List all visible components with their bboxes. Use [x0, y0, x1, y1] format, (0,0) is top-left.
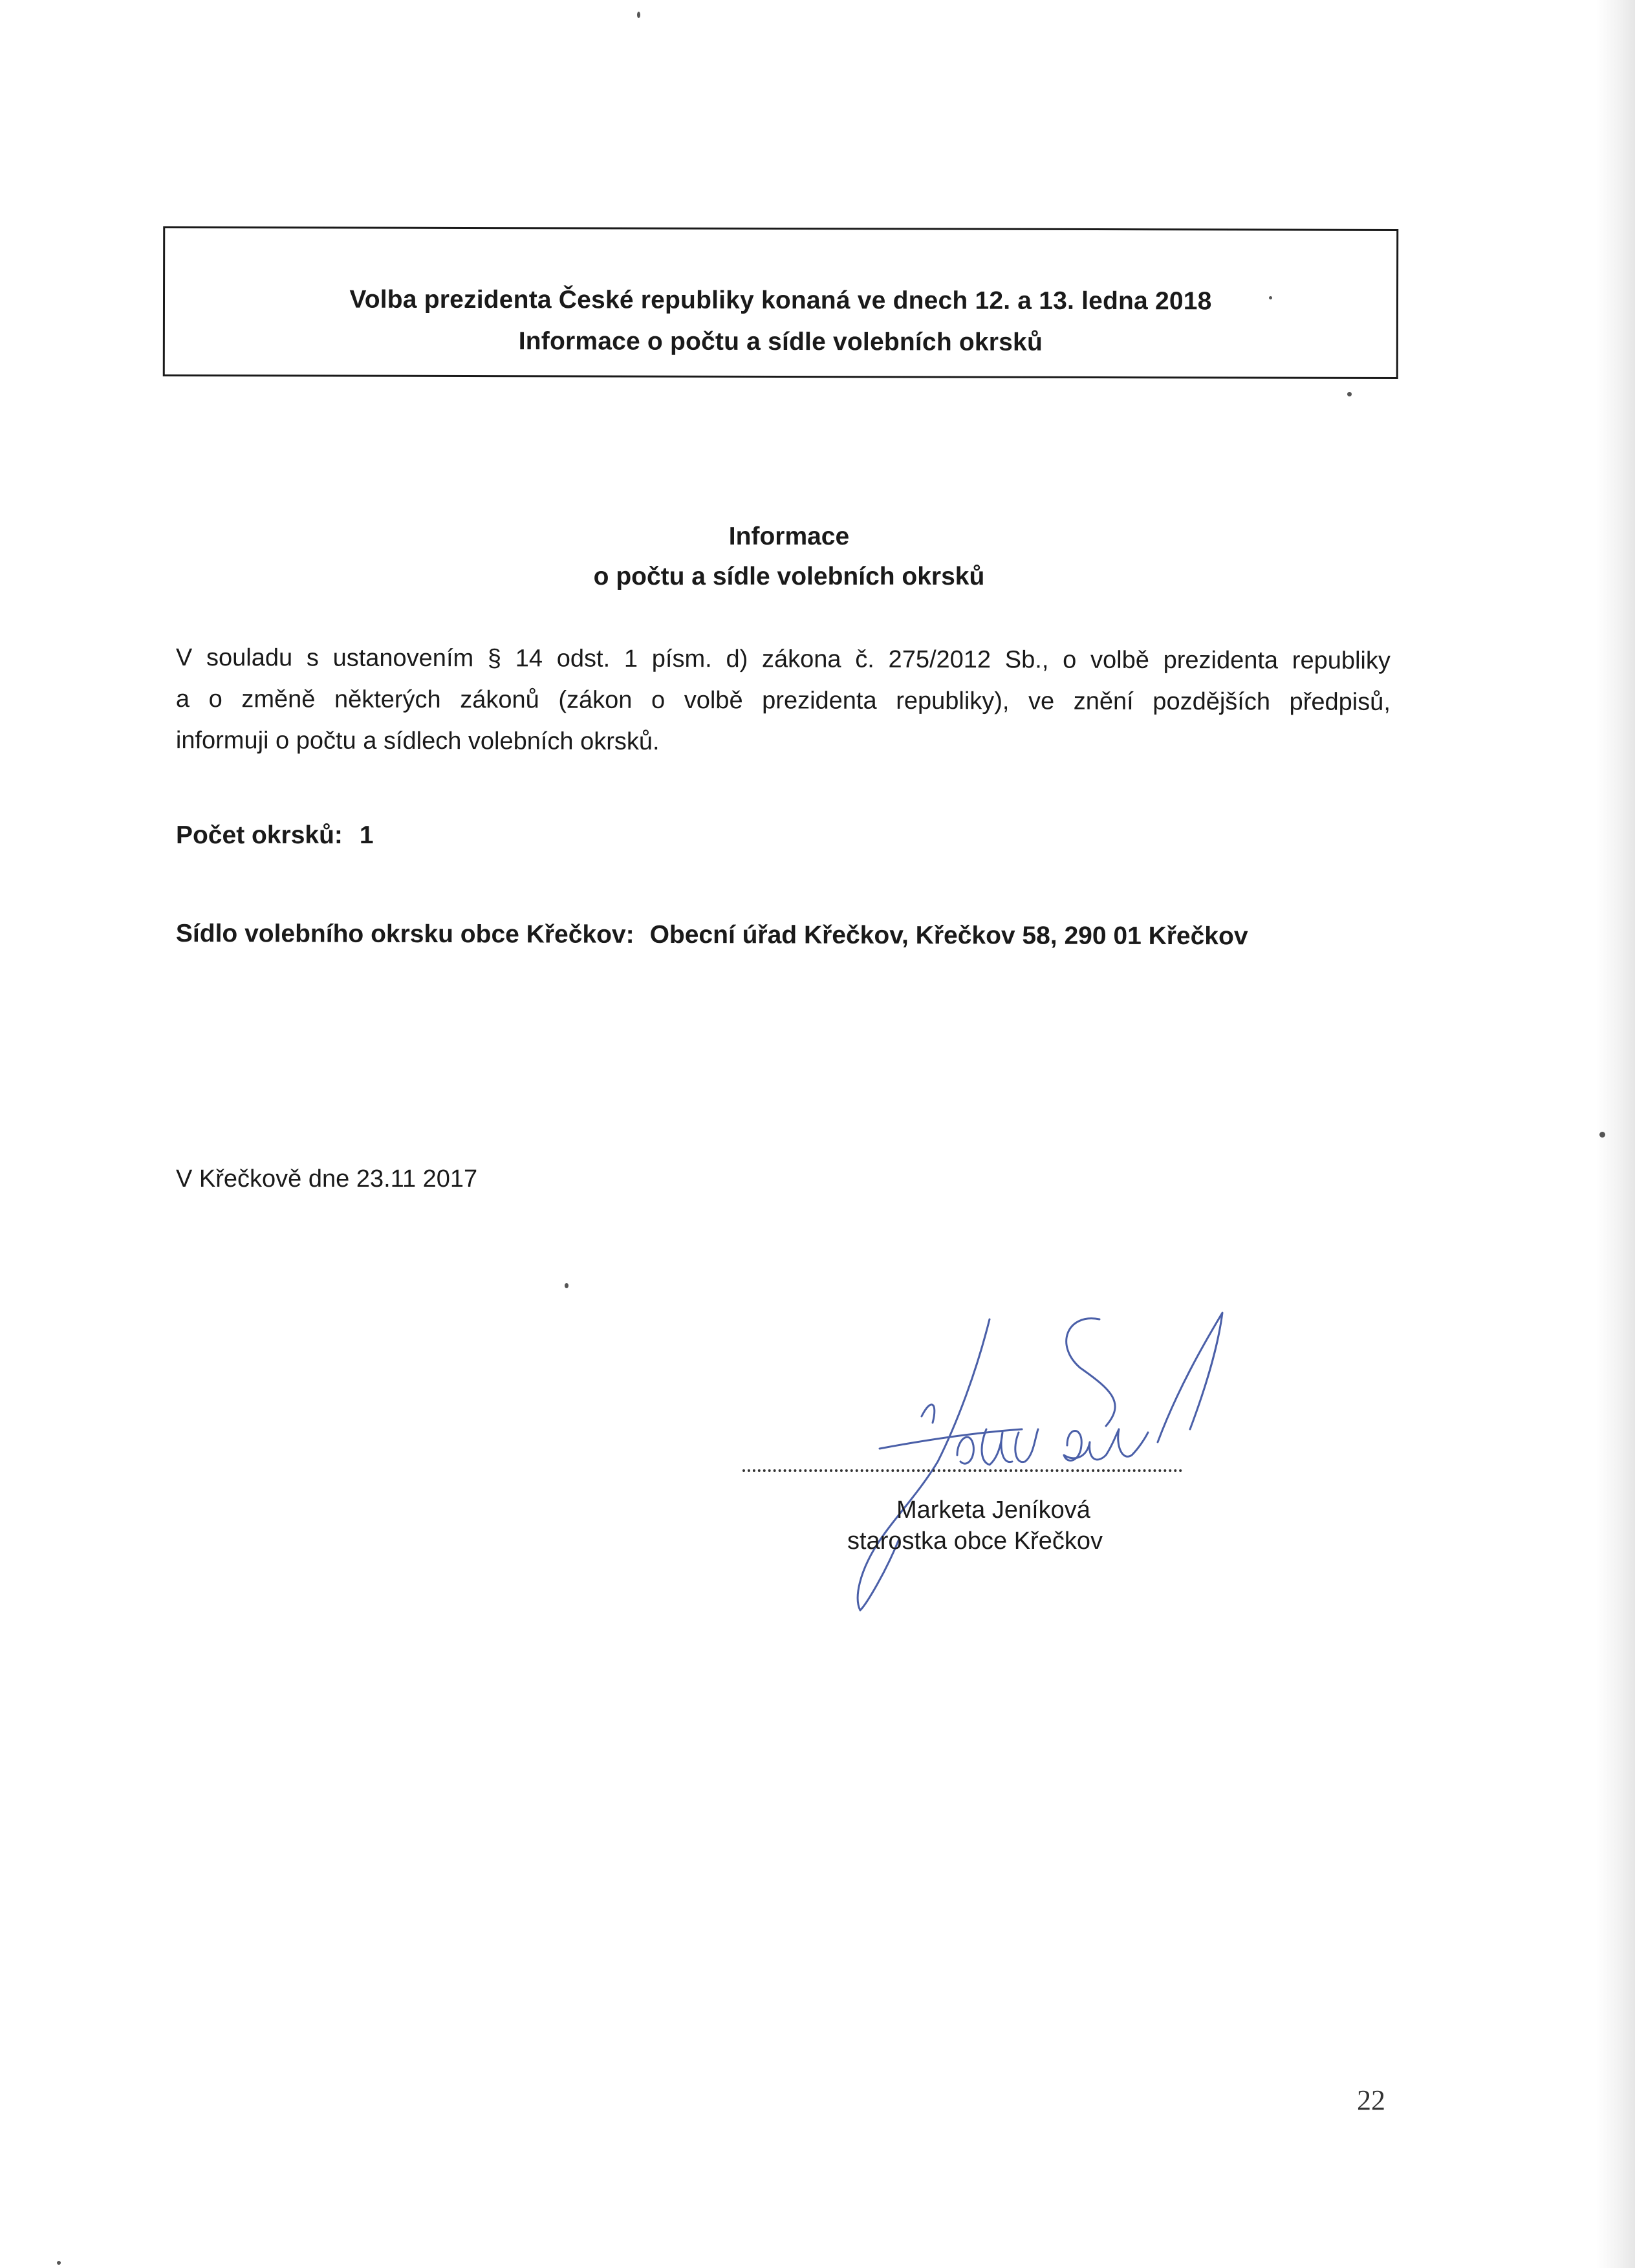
document-subtitle: o počtu a sídle volebních okrsků: [593, 563, 985, 590]
handwritten-signature: [763, 1300, 1294, 1623]
district-seat-label: Sídlo volebního okrsku obce Křečkov:: [175, 920, 634, 949]
district-seat: [176, 920, 1405, 951]
scan-speck: [1599, 1132, 1605, 1138]
signatory-role: starostka obce Křečkov: [847, 1528, 1103, 1555]
place-and-date: V Křečkově dne 23.11 2017: [176, 1165, 478, 1193]
body-text-line-3: informuji o počtu a sídlech volebních okrsků.: [175, 727, 660, 755]
header-box: [163, 226, 1398, 379]
header-subtitle: Informace o počtu a sídle volebních okrsků: [518, 327, 1043, 356]
scan-speck: [1269, 296, 1272, 299]
body-text-line-1: V souladu s ustanovením § 14 odst. 1 písm. d) zákona č. 275/2012 Sb., o volbě prezidenta republiky: [175, 643, 1391, 675]
scan-speck: [1347, 392, 1352, 396]
district-seat-value: Obecní úřad Křečkov, Křečkov 58, 290 01 Křečkov: [649, 920, 1248, 951]
scan-speck: [637, 12, 640, 18]
header-election-title: Volba prezidenta České republiky konaná ve dnech 12. a 13. ledna 2018: [349, 285, 1212, 316]
page-number: 22: [1357, 2084, 1385, 2116]
body-text-line-2: a o změně některých zákonů (zákon o volbě prezidenta republiky), ve znění pozdějších předpisů,: [175, 686, 1391, 716]
scan-speck: [565, 1283, 568, 1288]
district-count: [176, 821, 374, 850]
district-count-value: 1: [359, 821, 374, 849]
district-count-label: Počet okrsků:: [176, 821, 343, 849]
signature-dotted-line: [742, 1469, 1182, 1472]
document-title: Informace: [728, 523, 850, 550]
scan-speck: [57, 2261, 61, 2265]
signatory-name: Marketa Jeníková: [896, 1496, 1090, 1524]
